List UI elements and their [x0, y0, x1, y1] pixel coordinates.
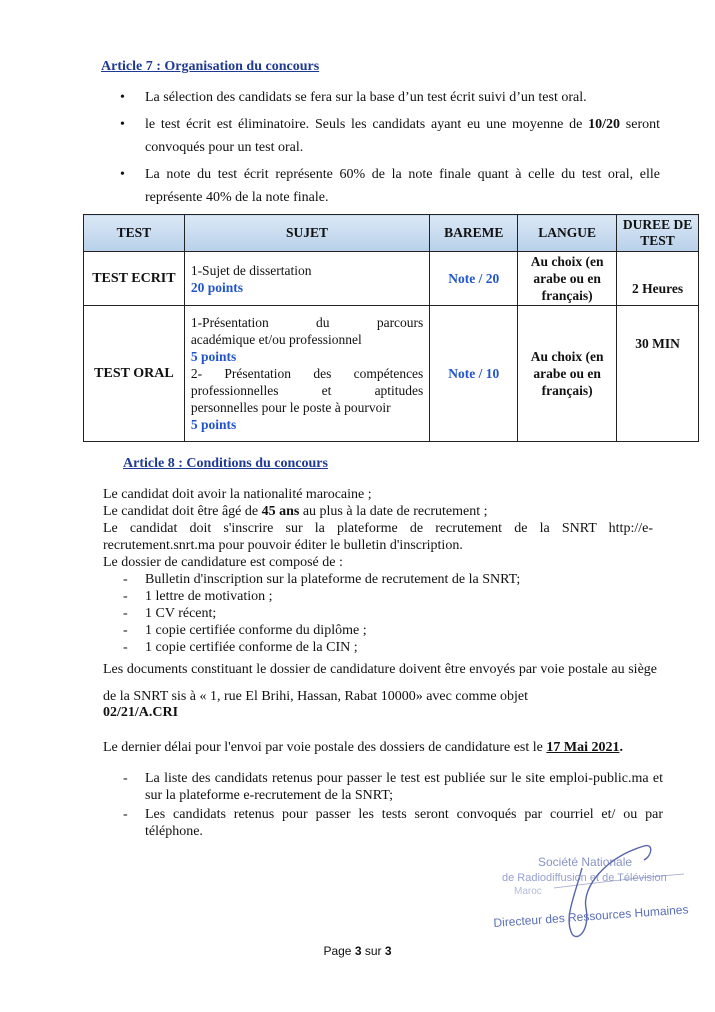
header-test: TEST	[84, 215, 185, 252]
company-stamp: Société Nationale de Radiodiffusion et de Télévision Maroc	[494, 838, 694, 948]
dossier-intro: Le dossier de candidature est composé de :	[103, 555, 343, 570]
test-ecrit-sujet: 1-Sujet de dissertation 20 points	[184, 252, 430, 306]
condition-nationalite: Le candidat doit avoir la nationalité marocaine ;	[103, 487, 372, 502]
header-sujet: SUJET	[184, 215, 430, 252]
list-item: - La liste des candidats retenus pour passer le test est publiée sur le site emploi-public.ma et sur la plateforme e-recrutement de la SNRT;	[123, 770, 663, 804]
list-item: - 1 CV récent;	[123, 605, 653, 622]
article-8-body	[103, 486, 653, 656]
envoi-paragraph: Les documents constituant le dossier de candidature doivent être envoyés par voie postale au siège de la SNRT sis à « 1, rue El Brihi, Hassan, Rabat 10000» avec comme objet	[103, 662, 657, 704]
article-7-title: Article 7 : Organisation du concours	[101, 59, 320, 74]
test-ecrit-duree: 2 Heures	[617, 252, 699, 306]
page-footer: Page 3 sur 3	[323, 944, 392, 958]
signature-title: Directeur des Ressources Humaines	[493, 902, 689, 930]
test-ecrit-bareme: Note / 20	[430, 252, 518, 306]
bullet-item: • le test écrit est éliminatoire. Seuls les candidats ayant eu une moyenne de 10/20 seront convoqués pour un test oral.	[115, 113, 660, 159]
list-item: - Les candidats retenus pour passer les tests seront convoqués par courriel et/ ou par téléphone.	[123, 806, 663, 840]
bullet-item: • La note du test écrit représente 60% de la note finale quant à celle du test oral, elle représente 40% de la note finale.	[115, 163, 660, 209]
tests-table	[83, 214, 699, 442]
header-langue: LANGUE	[518, 215, 617, 252]
test-oral-bareme: Note / 10	[430, 306, 518, 442]
moyenne-value: 10/20	[588, 117, 621, 132]
list-item: - 1 copie certifiée conforme de la CIN ;	[123, 639, 653, 656]
condition-age: Le candidat doit être âgé de 45 ans au plus à la date de recrutement ;	[103, 504, 488, 519]
current-page: 3	[354, 944, 362, 958]
condition-inscription: Le candidat doit s'inscrire sur la plateforme de recrutement de la SNRT http://e-recrutement.snrt.ma pour pouvoir éditer le bulletin d'inscription.	[103, 521, 653, 553]
final-notes	[103, 770, 663, 842]
list-item: - Bulletin d'inscription sur la plateforme de recrutement de la SNRT;	[123, 571, 653, 588]
deadline-paragraph: Le dernier délai pour l'envoi par voie postale des dossiers de candidature est le 17 Mai 2021.	[103, 740, 623, 755]
objet-reference: 02/21/A.CRI	[103, 705, 179, 720]
table-row	[84, 252, 699, 306]
test-ecrit-langue: Au choix (en arabe ou en français)	[518, 252, 617, 306]
bullet-item: • La sélection des candidats se fera sur la base d’un test écrit suivi d’un test oral.	[115, 86, 660, 109]
article-7-bullets	[115, 86, 660, 213]
article-8-title: Article 8 : Conditions du concours	[123, 456, 328, 471]
test-oral-sujet: 1-Présentation du parcours académique et/ou professionnel 5 points 2- Présentation des compétences professionnelles et aptitudes personnelles pour le poste à pourvoir 5 points	[184, 306, 430, 442]
test-oral-label: TEST ORAL	[84, 306, 185, 442]
header-duree: DUREE DE TEST	[617, 215, 699, 252]
test-oral-duree: 30 MIN	[617, 306, 699, 442]
table-header-row	[84, 215, 699, 252]
header-bareme: BAREME	[430, 215, 518, 252]
table-row	[84, 306, 699, 442]
total-pages: 3	[384, 944, 392, 958]
test-oral-langue: Au choix (en arabe ou en français)	[518, 306, 617, 442]
test-ecrit-label: TEST ECRIT	[84, 252, 185, 306]
dossier-list	[103, 571, 653, 656]
list-item: - 1 copie certifiée conforme du diplôme ;	[123, 622, 653, 639]
list-item: - 1 lettre de motivation ;	[123, 588, 653, 605]
deadline-date: 17 Mai 2021	[546, 740, 620, 755]
